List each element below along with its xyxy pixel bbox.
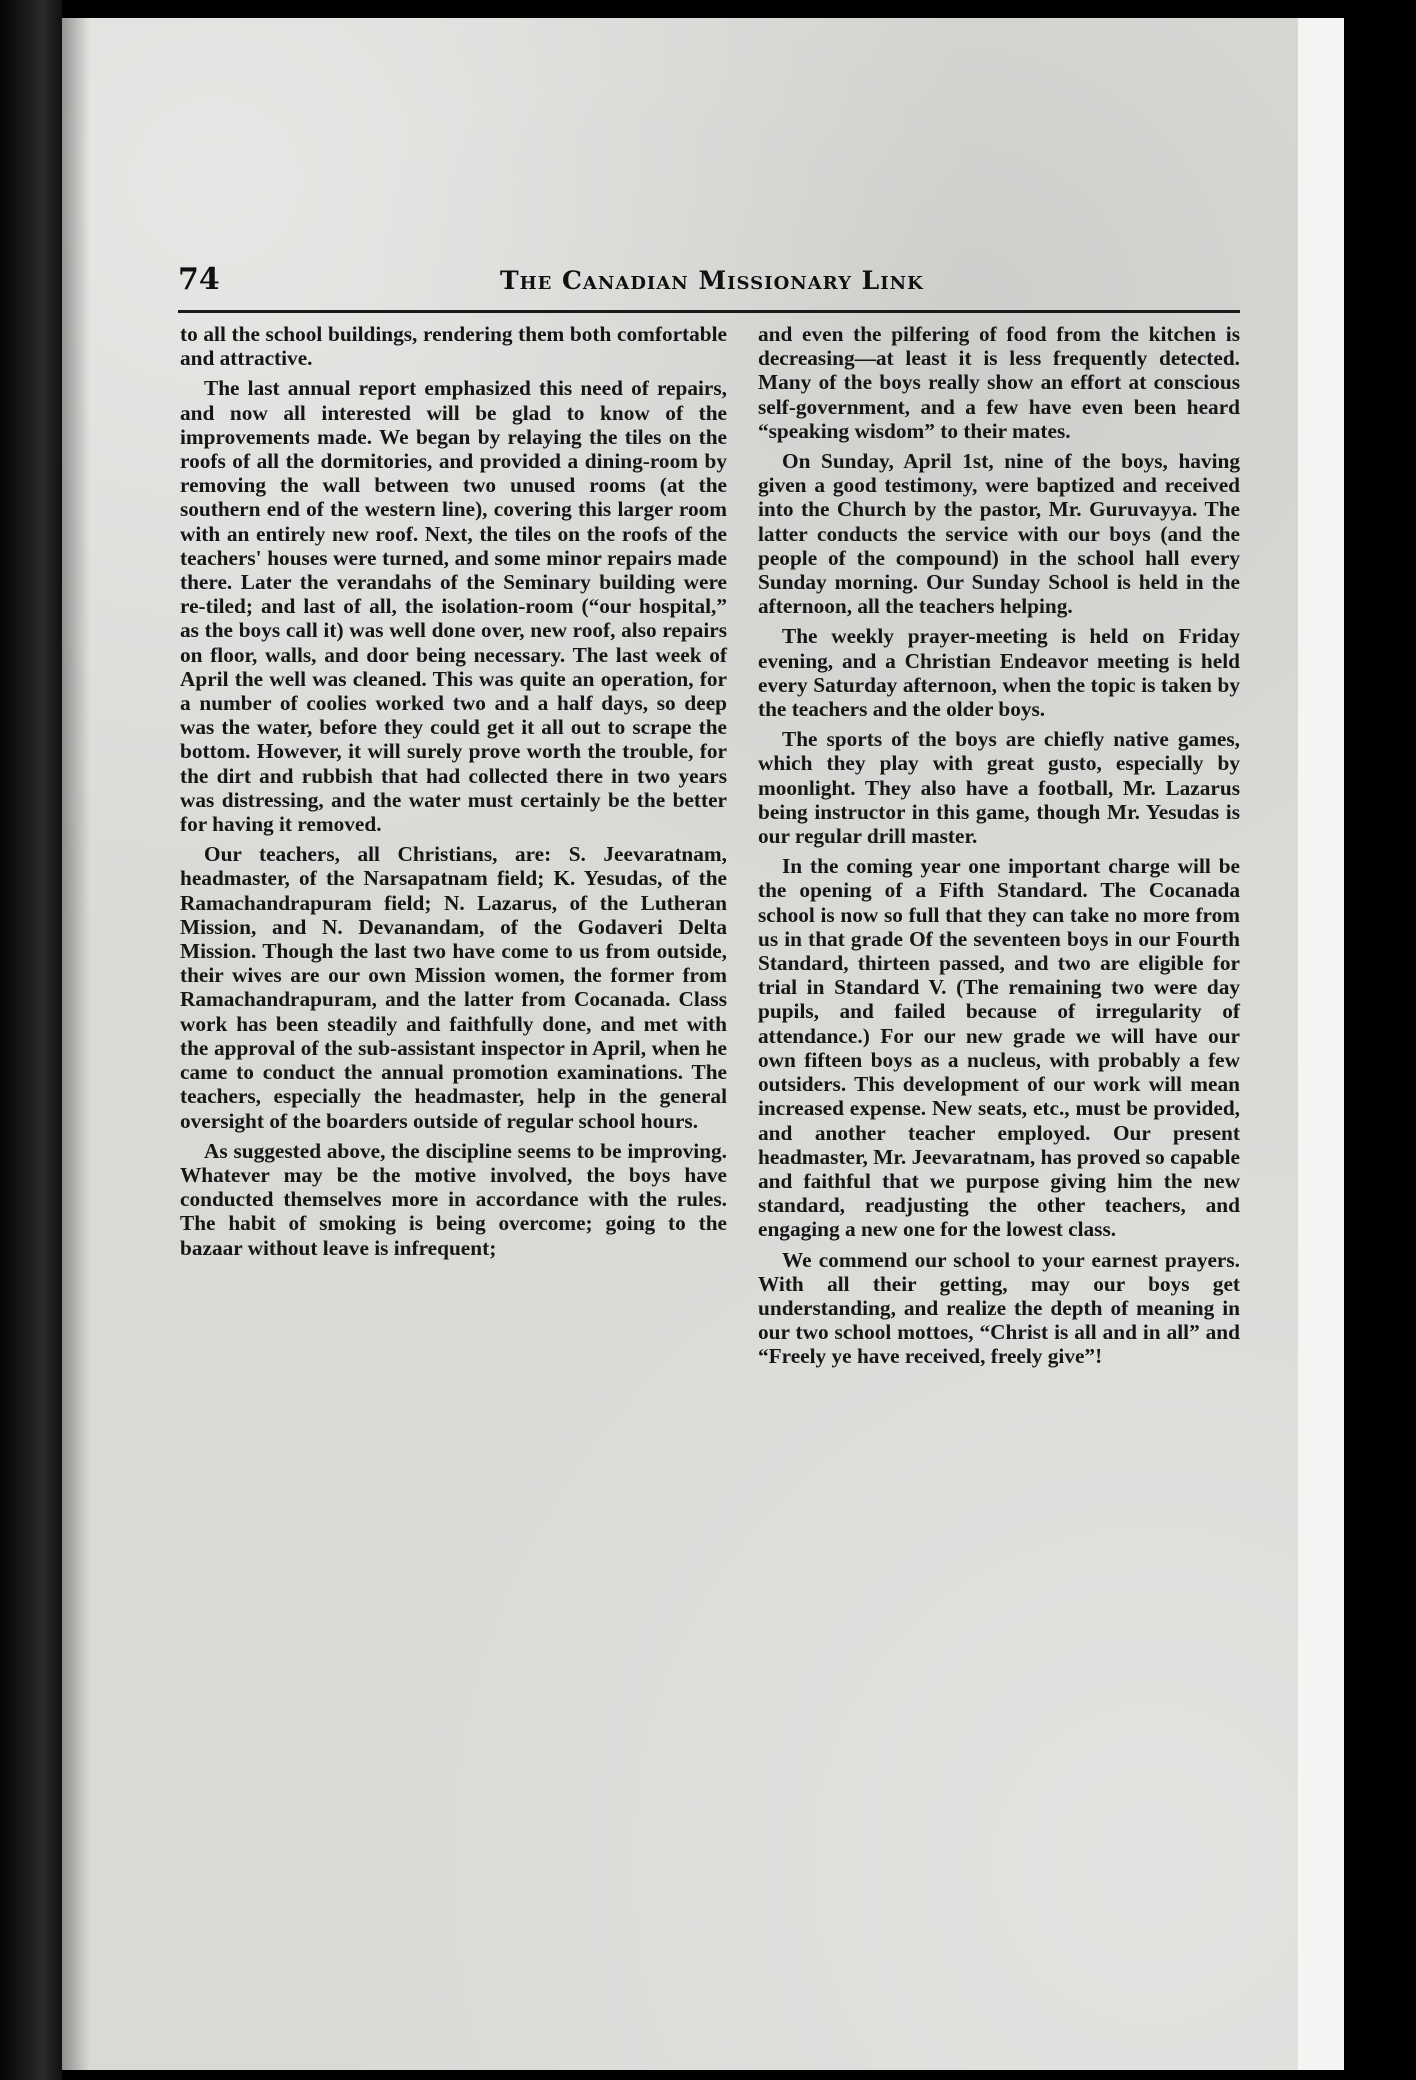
- scan-border: [1344, 0, 1416, 2080]
- page-number: 74: [178, 262, 220, 297]
- paragraph: In the coming year one important charge will be the opening of a Fifth Standard. The Cocanada school is now so full that they can take no more from us in that grade Of the seventeen boys in our Fourth Standard, thirteen passed, and two are eligible for trial in Standard V. (The remaining two were day pupils, and failed because of irregularity of attendance.) For our new grade we will have our own fifteen boys as a nucleus, with probably a few outsiders. This development of our work will mean increased expense. New seats, etc., must be provided, and another teacher employed. Our present headmaster, Mr. Jeevaratnam, has proved so capable and faithful that we purpose giving him the new standard, readjusting the other teachers, and engaging a new one for the lowest class.: [758, 854, 1240, 1242]
- binding-shadow: [62, 18, 90, 2070]
- left-column: [180, 322, 727, 1266]
- paragraph: We commend our school to your earnest prayers. With all their getting, may our boys get understanding, and realize the depth of meaning in our two school mottoes, “Christ is all and in all” and “Freely ye have received, freely give”!: [758, 1247, 1240, 1369]
- book-spine: [0, 0, 62, 2080]
- paragraph: As suggested above, the discipline seems to be improving. Whatever may be the motive involved, the boys have conducted themselves more in accordance with the rules. The habit of smoking is being overcome; going to the bazaar without leave is infrequent;: [180, 1138, 727, 1260]
- paragraph: On Sunday, April 1st, nine of the boys, having given a good testimony, were baptized and received into the Church by the pastor, Mr. Guruvayya. The latter conducts the service with our boys (and the people of the compound) in the school hall every Sunday morning. Our Sunday School is held in the afternoon, all the teachers helping.: [758, 449, 1240, 619]
- paragraph: The sports of the boys are chiefly native games, which they play with great gusto, especially by moonlight. They also have a football, Mr. Lazarus being instructor in this game, though Mr. Yesudas is our regular drill master.: [758, 727, 1240, 849]
- running-title: The Canadian Missionary Link: [500, 266, 924, 295]
- paragraph: to all the school buildings, rendering them both comfortable and attractive.: [180, 322, 727, 371]
- page-edge: [1298, 18, 1344, 2070]
- paragraph: Our teachers, all Christians, are: S. Jeevaratnam, headmaster, of the Narsapatnam field; K. Yesudas, of the Ramachandrapuram field; N. Lazarus, of the Lutheran Mission, and N. Devanandam, of the Godaveri Delta Mission. Though the last two have come to us from outside, their wives are our own Mission women, the former from Ramachandrapuram, and the latter from Cocanada. Class work has been steadily and faithfully done, and met with the approval of the sub-assistant inspector in April, when he came to conduct the annual promotion examinations. The teachers, especially the headmaster, help in the general oversight of the boarders outside of regular school hours.: [180, 842, 727, 1133]
- paragraph: The weekly prayer-meeting is held on Friday evening, and a Christian Endeavor meeting is held every Saturday afternoon, when the topic is taken by the teachers and the older boys.: [758, 624, 1240, 722]
- paragraph: and even the pilfering of food from the kitchen is decreasing—at least it is less frequently detected. Many of the boys really show an effort at conscious self-government, and a few have even been heard “speaking wisdom” to their mates.: [758, 322, 1240, 443]
- right-column: [758, 322, 1240, 1375]
- header-rule: [178, 310, 1240, 313]
- paragraph: The last annual report emphasized this need of repairs, and now all interested will be glad to know of the improvements made. We began by relaying the tiles on the roofs of all the dormitories, and provided a dining-room by removing the wall between two unused rooms (at the southern end of the western line), covering this larger room with an entirely new roof. Next, the tiles on the roofs of the teachers' houses were turned, and some minor repairs made there. Later the verandahs of the Seminary building were re-tiled; and last of all, the isolation-room (“our hospital,” as the boys call it) was well done over, new roof, also repairs on floor, walls, and door being necessary. The last week of April the well was cleaned. This was quite an operation, for a number of coolies worked two and a half days, so deep was the water, before they could get it all out to scrape the bottom. However, it will surely prove worth the trouble, for the dirt and rubbish that had collected there in two years was distressing, and the water must certainly be the better for having it removed.: [180, 376, 727, 837]
